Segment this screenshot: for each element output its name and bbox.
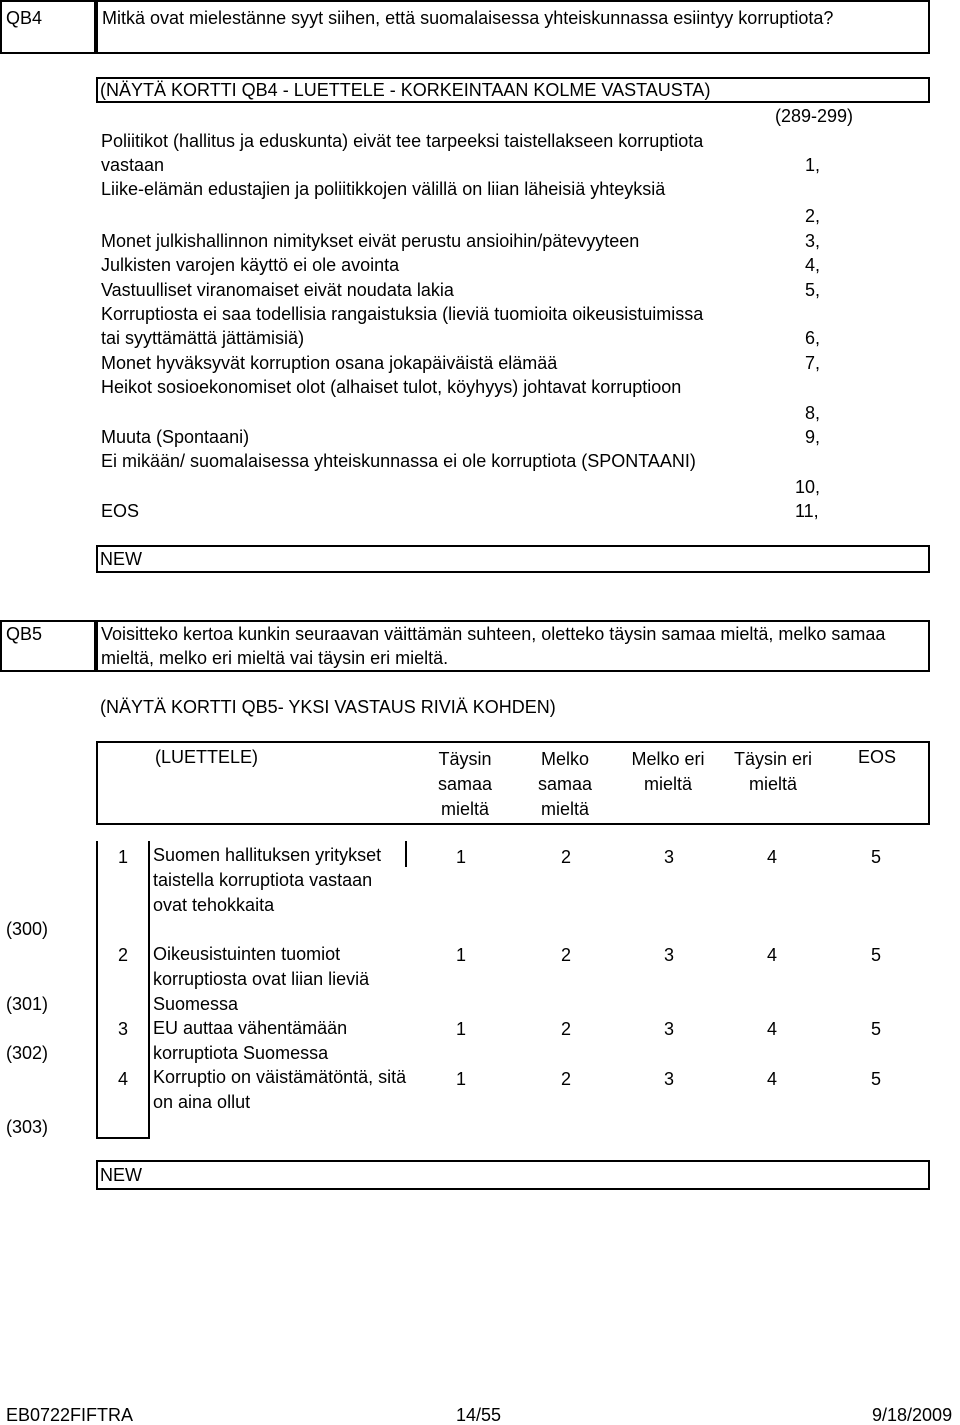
qb4-question: Mitkä ovat mielestänne syyt siihen, että suomalaisessa yhteiskunnassa esiintyy korruptiota? <box>102 8 834 28</box>
qb5-col-code-302: (302) <box>6 1043 49 1063</box>
qb4-column-range: (289-299) <box>775 106 854 126</box>
qb5-col-code-300: (300) <box>6 919 49 939</box>
qb4-option-2: Liike-elämän edustajien ja poliitikkojen välillä on liian läheisiä yhteyksiä <box>101 179 666 199</box>
qb5-header-col2 <box>515 747 615 822</box>
qb4-option-3-code: 3, <box>805 231 821 251</box>
qb5-instruction: (NÄYTÄ KORTTI QB5- YKSI VASTAUS RIVIÄ KOHDEN) <box>100 697 556 717</box>
qb4-option-7: Monet hyväksyvät korruption osana jokapäiväistä elämää <box>101 353 558 373</box>
qb5-item-4-scale-1: 1 <box>456 1069 467 1089</box>
qb5-item-2-scale-1: 1 <box>456 945 467 965</box>
qb4-option-4: Julkisten varojen käyttö ei ole avointa <box>101 255 400 275</box>
qb5-col-code-303: (303) <box>6 1117 49 1137</box>
qb4-new-box <box>96 545 930 573</box>
qb5-item-4-text: Korruptio on väistämätöntä, sitä on aina ollut <box>153 1067 407 1112</box>
qb5-item-1-scale-4: 4 <box>767 847 778 867</box>
qb4-option-4-code: 4, <box>805 255 821 275</box>
qb4-option-1-code: 1, <box>805 155 821 175</box>
qb4-code: QB4 <box>6 8 43 28</box>
qb5-header-col1-line1: Täysin <box>438 749 492 769</box>
qb5-header-col1-line2: samaa <box>437 774 493 794</box>
qb5-item-4-num: 4 <box>118 1069 129 1089</box>
qb5-header-col3-line1: Melko eri <box>631 749 705 769</box>
qb5-item-3-scale-5: 5 <box>871 1019 882 1039</box>
qb5-header-col4-line1: Täysin eri <box>733 749 813 769</box>
qb5-item-3-scale-3: 3 <box>664 1019 675 1039</box>
qb5-item-2-num: 2 <box>118 945 129 965</box>
qb5-item-3-text: EU auttaa vähentämään korruptiota Suomessa <box>153 1018 348 1063</box>
qb5-header-list: (LUETTELE) <box>155 747 259 767</box>
qb5-item-2-scale-3: 3 <box>664 945 675 965</box>
qb5-header-col4-line2: mieltä <box>748 774 797 794</box>
qb4-option-9-code: 9, <box>805 427 821 447</box>
qb4-option-1: Poliitikot (hallitus ja eduskunta) eivät tee tarpeeksi taistellakseen korruptiota <box>101 131 704 151</box>
qb5-header-col2-line3: mieltä <box>540 799 589 819</box>
qb5-new-box <box>96 1160 930 1190</box>
qb4-option-5-code: 5, <box>805 280 821 300</box>
qb4-option-6: Korruptiosta ei saa todellisia rangaistuksia (lieviä tuomioita oikeusistuimissa <box>101 304 704 324</box>
footer-date: 9/18/2009 <box>872 1405 953 1425</box>
qb4-option-11-code: 11, <box>795 501 819 521</box>
qb4-option-5: Vastuulliset viranomaiset eivät noudata lakia <box>101 280 454 300</box>
qb5-item-1-scale-2: 2 <box>561 847 572 867</box>
qb5-new-label: NEW <box>100 1165 142 1185</box>
qb5-item-3-scale-4: 4 <box>767 1019 778 1039</box>
qb4-option-6-cont: tai syyttämättä jättämisiä) <box>101 328 305 348</box>
qb5-item-2-text: Oikeusistuinten tuomiot korruptiosta ovat liian lieviä Suomessa <box>153 944 370 1014</box>
qb5-item-2-scale-2: 2 <box>561 945 572 965</box>
qb5-header-col1-line3: mieltä <box>440 799 489 819</box>
qb5-item-4-scale-5: 5 <box>871 1069 882 1089</box>
qb5-header-col1 <box>415 747 515 822</box>
qb4-option-2-code: 2, <box>805 206 821 226</box>
qb5-item-1-num: 1 <box>118 847 129 867</box>
qb4-option-10-code: 10, <box>795 477 821 497</box>
qb5-item-3-scale-2: 2 <box>561 1019 572 1039</box>
qb5-items-bottom <box>96 1137 150 1139</box>
qb5-items-divider <box>148 841 150 1139</box>
qb4-option-9: Muuta (Spontaani) <box>101 427 250 447</box>
qb4-option-1-cont: vastaan <box>101 155 165 175</box>
qb5-item-3-scale-1: 1 <box>456 1019 467 1039</box>
qb5-item-2-scale-5: 5 <box>871 945 882 965</box>
qb4-new-label: NEW <box>100 549 142 569</box>
qb5-header-col3 <box>618 747 718 797</box>
qb5-item-1-scale-3: 3 <box>664 847 675 867</box>
qb5-items-frame <box>96 841 98 1139</box>
qb5-header-col5: EOS <box>858 747 897 767</box>
footer-doc-id: EB0722FIFTRA <box>6 1405 134 1425</box>
qb5-item-4-scale-4: 4 <box>767 1069 778 1089</box>
qb5-item-2-scale-4: 4 <box>767 945 778 965</box>
qb5-item-3-num: 3 <box>118 1019 129 1039</box>
qb4-instruction: (NÄYTÄ KORTTI QB4 - LUETTELE - KORKEINTAAN KOLME VASTAUSTA) <box>100 80 711 100</box>
qb5-item-1-text: Suomen hallituksen yritykset taistella korruptiota vastaan ovat tehokkaita <box>153 845 382 915</box>
qb5-header-col2-line1: Melko <box>540 749 589 769</box>
qb5-header-col3-line2: mieltä <box>643 774 692 794</box>
qb4-option-3: Monet julkishallinnon nimitykset eivät perustu ansioihin/pätevyyteen <box>101 231 640 251</box>
qb5-header-col4 <box>723 747 823 797</box>
qb5-header-col2-line2: samaa <box>537 774 593 794</box>
qb5-item-1-scale-1: 1 <box>456 847 467 867</box>
qb4-option-11: EOS <box>101 501 140 521</box>
qb4-option-8-code: 8, <box>805 403 821 423</box>
footer-page-number: 14/55 <box>456 1405 502 1425</box>
qb5-code: QB5 <box>6 624 43 644</box>
qb4-option-7-code: 7, <box>805 353 821 373</box>
qb4-option-10: Ei mikään/ suomalaisessa yhteiskunnassa ei ole korruptiota (SPONTAANI) <box>101 451 696 471</box>
qb5-item-4-scale-3: 3 <box>664 1069 675 1089</box>
qb5-item-4-scale-2: 2 <box>561 1069 572 1089</box>
qb5-item-1-scale-5: 5 <box>871 847 882 867</box>
qb5-col-code-301: (301) <box>6 994 49 1014</box>
qb4-option-6-code: 6, <box>805 328 821 348</box>
qb5-question: Voisitteko kertoa kunkin seuraavan väittämän suhteen, oletteko täysin samaa mieltä, melko samaa mieltä, melko eri mieltä vai täysin eri mieltä. <box>101 624 886 668</box>
qb4-option-8: Heikot sosioekonomiset olot (alhaiset tulot, köyhyys) johtavat korruptioon <box>101 377 682 397</box>
